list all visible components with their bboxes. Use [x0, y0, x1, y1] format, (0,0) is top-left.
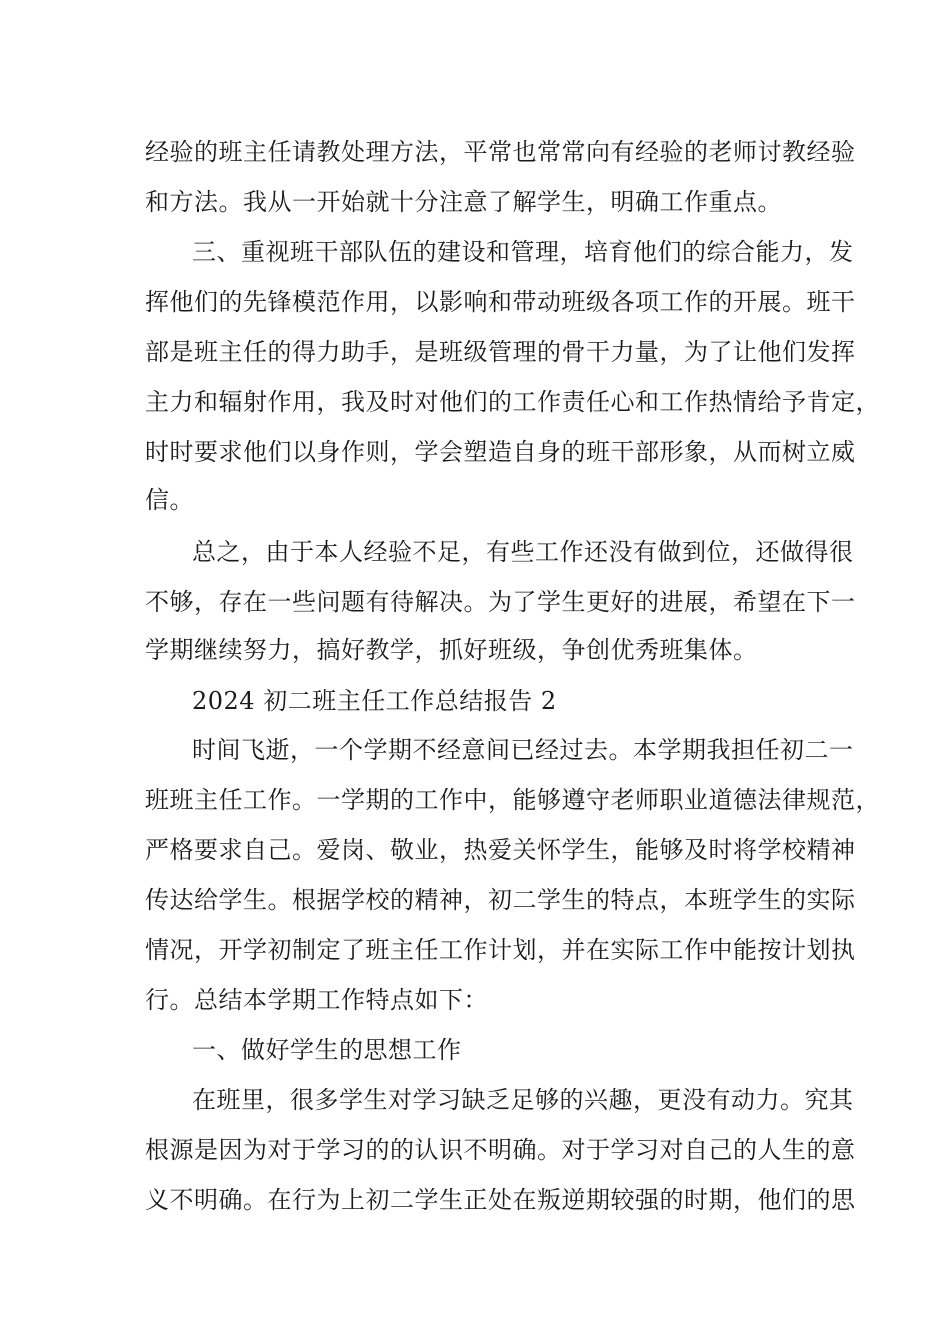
text-line: 时时要求他们以身作则，学会塑造自身的班干部形象，从而树立威 — [145, 438, 856, 466]
text-line: 主力和辐射作用，我及时对他们的工作责任心和工作热情给予肯定， — [145, 388, 880, 416]
text-line: 学期继续努力，搞好教学，抓好班级，争创优秀班集体。 — [145, 636, 758, 664]
text-line: 信。 — [145, 486, 194, 514]
text-line: 班班主任工作。一学期的工作中，能够遵守老师职业道德法律规范， — [145, 786, 880, 814]
text-line: 在班里，很多学生对学习缺乏足够的兴趣，更没有动力。究其 — [192, 1086, 854, 1114]
text-line: 部是班主任的得力助手，是班级管理的骨干力量，为了让他们发挥 — [145, 338, 856, 366]
text-line: 时间飞逝，一个学期不经意间已经过去。本学期我担任初二一 — [192, 736, 854, 764]
text-line: 总之，由于本人经验不足，有些工作还没有做到位，还做得很 — [192, 538, 854, 566]
text-line: 挥他们的先锋模范作用，以影响和带动班级各项工作的开展。班干 — [145, 288, 856, 316]
text-line: 义不明确。在行为上初二学生正处在叛逆期较强的时期，他们的思 — [145, 1186, 856, 1214]
text-line: 根源是因为对于学习的的认识不明确。对于学习对自己的人生的意 — [145, 1136, 856, 1164]
subsection-heading: 一、做好学生的思想工作 — [192, 1036, 462, 1064]
paragraph-heading: 三、重视班干部队伍的建设和管理，培育他们的综合能力，发 — [192, 238, 854, 266]
text-line: 严格要求自己。爱岗、敬业，热爱关怀学生，能够及时将学校精神 — [145, 836, 856, 864]
text-line: 和方法。我从一开始就十分注意了解学生，明确工作重点。 — [145, 188, 782, 216]
text-line: 经验的班主任请教处理方法，平常也常常向有经验的老师讨教经验 — [145, 138, 856, 166]
section-title: 2024 初二班主任工作总结报告 2 — [192, 687, 557, 715]
text-line: 不够，存在一些问题有待解决。为了学生更好的进展，希望在下一 — [145, 588, 856, 616]
text-line: 传达给学生。根据学校的精神，初二学生的特点，本班学生的实际 — [145, 886, 856, 914]
text-line: 行。总结本学期工作特点如下： — [145, 986, 488, 1014]
text-line: 情况，开学初制定了班主任工作计划，并在实际工作中能按计划执 — [145, 936, 856, 964]
